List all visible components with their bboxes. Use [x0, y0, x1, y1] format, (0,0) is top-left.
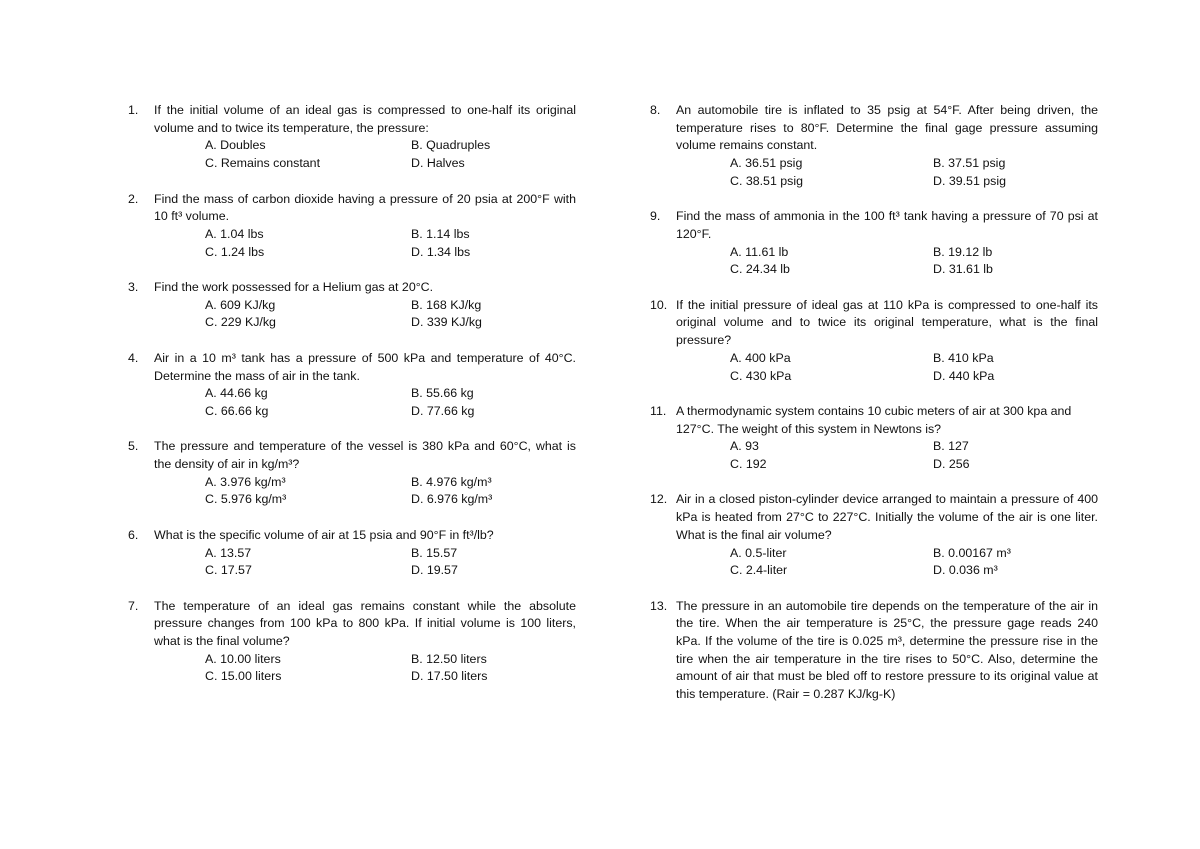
question-text: A thermodynamic system contains 10 cubic meters of air at 300 kpa and 127°C. The weight of this system in Newtons is? — [676, 403, 1072, 436]
choice-b: B. 37.51 psig — [933, 156, 1006, 171]
question-1 — [128, 102, 576, 173]
question-number: 5. — [128, 439, 139, 454]
choice-b: B. 0.00167 m³ — [933, 545, 1011, 560]
choice-b: B. 15.57 — [411, 545, 458, 560]
right-column — [650, 102, 1098, 722]
question-12 — [650, 491, 1098, 580]
question-8 — [650, 102, 1098, 191]
choice-d: D. 256 — [933, 457, 970, 472]
question-number: 12. — [650, 492, 668, 507]
question-text: The pressure and temperature of the vessel is 380 kPa and 60°C, what is the density of air in kg/m³? — [154, 439, 576, 471]
choice-c: C. 15.00 liters — [205, 669, 282, 684]
choice-a: A. 44.66 kg — [205, 386, 268, 401]
answer-choices — [205, 651, 576, 686]
choice-d: D. 31.61 lb — [933, 262, 993, 277]
answer-choices — [205, 545, 576, 580]
question-5 — [128, 438, 576, 509]
choice-b: B. Quadruples — [411, 138, 491, 153]
answer-choices — [205, 297, 576, 332]
choice-d: D. Halves — [411, 156, 465, 171]
choice-b: B. 168 KJ/kg — [411, 297, 482, 312]
choice-c: C. 1.24 lbs — [205, 244, 265, 259]
choice-a: A. 0.5-liter — [730, 545, 787, 560]
answer-choices — [730, 155, 1098, 190]
choice-b: B. 19.12 lb — [933, 244, 993, 259]
choice-c: C. 38.51 psig — [730, 173, 804, 188]
left-column — [128, 102, 576, 704]
choice-c: C. 66.66 kg — [205, 403, 269, 418]
question-number: 1. — [128, 103, 139, 117]
question-number: 8. — [650, 103, 661, 117]
answer-choices — [205, 474, 576, 509]
choice-c: C. 17.57 — [205, 563, 252, 578]
choice-b: B. 1.14 lbs — [411, 226, 470, 241]
choice-d: D. 77.66 kg — [411, 403, 475, 418]
question-text: If the initial pressure of ideal gas at 110 kPa is compressed to one-half its original volume and to twice its original temperature, what is the final pressure? — [676, 297, 1098, 348]
question-text: Find the mass of carbon dioxide having a pressure of 20 psia at 200°F with 10 ft³ volume. — [154, 191, 576, 224]
question-number: 10. — [650, 297, 668, 312]
choice-b: B. 4.976 kg/m³ — [411, 474, 492, 489]
choice-c: C. 192 — [730, 457, 767, 472]
choice-a: A. 36.51 psig — [730, 156, 803, 171]
question-13 — [650, 598, 1098, 704]
question-text: Air in a 10 m³ tank has a pressure of 500 kPa and temperature of 40°C. Determine the mass of air in the tank. — [154, 350, 576, 383]
question-number: 13. — [650, 598, 668, 613]
question-text: Find the work possessed for a Helium gas at 20°C. — [154, 280, 434, 294]
choice-a: A. Doubles — [205, 138, 266, 153]
choice-b: B. 12.50 liters — [411, 651, 487, 666]
choice-a: A. 1.04 lbs — [205, 226, 264, 241]
question-number: 7. — [128, 598, 139, 613]
choice-d: D. 0.036 m³ — [933, 563, 998, 578]
choice-a: A. 93 — [730, 439, 759, 454]
choice-d: D. 440 kPa — [933, 368, 995, 383]
answer-choices — [205, 226, 576, 261]
question-number: 3. — [128, 280, 139, 294]
question-4 — [128, 350, 576, 421]
question-9 — [650, 208, 1098, 279]
question-number: 4. — [128, 350, 139, 365]
choice-d: D. 339 KJ/kg — [411, 315, 482, 330]
question-text: An automobile tire is inflated to 35 psig at 54°F. After being driven, the temperature rises to 80°F. Determine the final gage pressure assuming volume remains constant. — [676, 103, 1098, 153]
choice-a: A. 10.00 liters — [205, 651, 281, 666]
choice-a: A. 3.976 kg/m³ — [205, 474, 286, 489]
choice-d: D. 1.34 lbs — [411, 244, 471, 259]
question-6 — [128, 527, 576, 580]
answer-choices — [205, 137, 576, 172]
choice-c: C. 229 KJ/kg — [205, 315, 276, 330]
choice-b: B. 410 kPa — [933, 350, 994, 365]
answer-choices — [730, 545, 1098, 580]
question-text: The pressure in an automobile tire depends on the temperature of the air in the tire. When the air temperature is 25°C, the pressure gage reads 240 kPa. If the volume of the tire is 0.025 m³, determine the pressure rise in the tire when the air temperature in the tire rises to 50°C. Also, determine the amount of air that must be bled off to restore pressure to its original value at this temperature. (Rair = 0.287 KJ/kg-K) — [676, 598, 1098, 702]
question-text: Find the mass of ammonia in the 100 ft³ tank having a pressure of 70 psi at 120°F. — [676, 209, 1098, 241]
answer-choices — [730, 350, 1098, 385]
question-number: 2. — [128, 191, 139, 206]
question-3 — [128, 279, 576, 332]
choice-c: C. 5.976 kg/m³ — [205, 492, 287, 507]
question-number: 9. — [650, 209, 661, 224]
choice-b: B. 55.66 kg — [411, 386, 474, 401]
question-2 — [128, 191, 576, 262]
question-text: The temperature of an ideal gas remains constant while the absolute pressure changes from 100 kPa to 800 kPa. If initial volume is 100 liters, what is the final volume? — [154, 598, 576, 648]
question-text: What is the specific volume of air at 15 psia and 90°F in ft³/lb? — [154, 527, 494, 542]
choice-d: D. 39.51 psig — [933, 173, 1007, 188]
choice-c: C. Remains constant — [205, 156, 321, 171]
choice-c: C. 24.34 lb — [730, 262, 790, 277]
choice-d: D. 6.976 kg/m³ — [411, 492, 493, 507]
choice-a: A. 11.61 lb — [730, 244, 789, 259]
choice-b: B. 127 — [933, 439, 969, 454]
choice-a: A. 13.57 — [205, 545, 252, 560]
question-10 — [650, 297, 1098, 386]
question-text: If the initial volume of an ideal gas is compressed to one-half its original volume and to twice its temperature, the pressure: — [154, 103, 576, 135]
question-number: 6. — [128, 527, 139, 542]
question-7 — [128, 598, 576, 687]
question-number: 11. — [650, 403, 667, 418]
choice-c: C. 430 kPa — [730, 368, 792, 383]
choice-a: A. 609 KJ/kg — [205, 297, 276, 312]
choice-d: D. 19.57 — [411, 563, 458, 578]
answer-choices — [730, 244, 1098, 279]
question-11 — [650, 403, 1098, 474]
choice-d: D. 17.50 liters — [411, 669, 488, 684]
answer-choices — [730, 438, 1098, 473]
choice-c: C. 2.4-liter — [730, 563, 788, 578]
choice-a: A. 400 kPa — [730, 350, 791, 365]
question-text: Air in a closed piston-cylinder device arranged to maintain a pressure of 400 kPa is heated from 27°C to 227°C. Initially the volume of the air is one liter. What is the final air volume? — [676, 492, 1098, 542]
answer-choices — [205, 385, 576, 420]
